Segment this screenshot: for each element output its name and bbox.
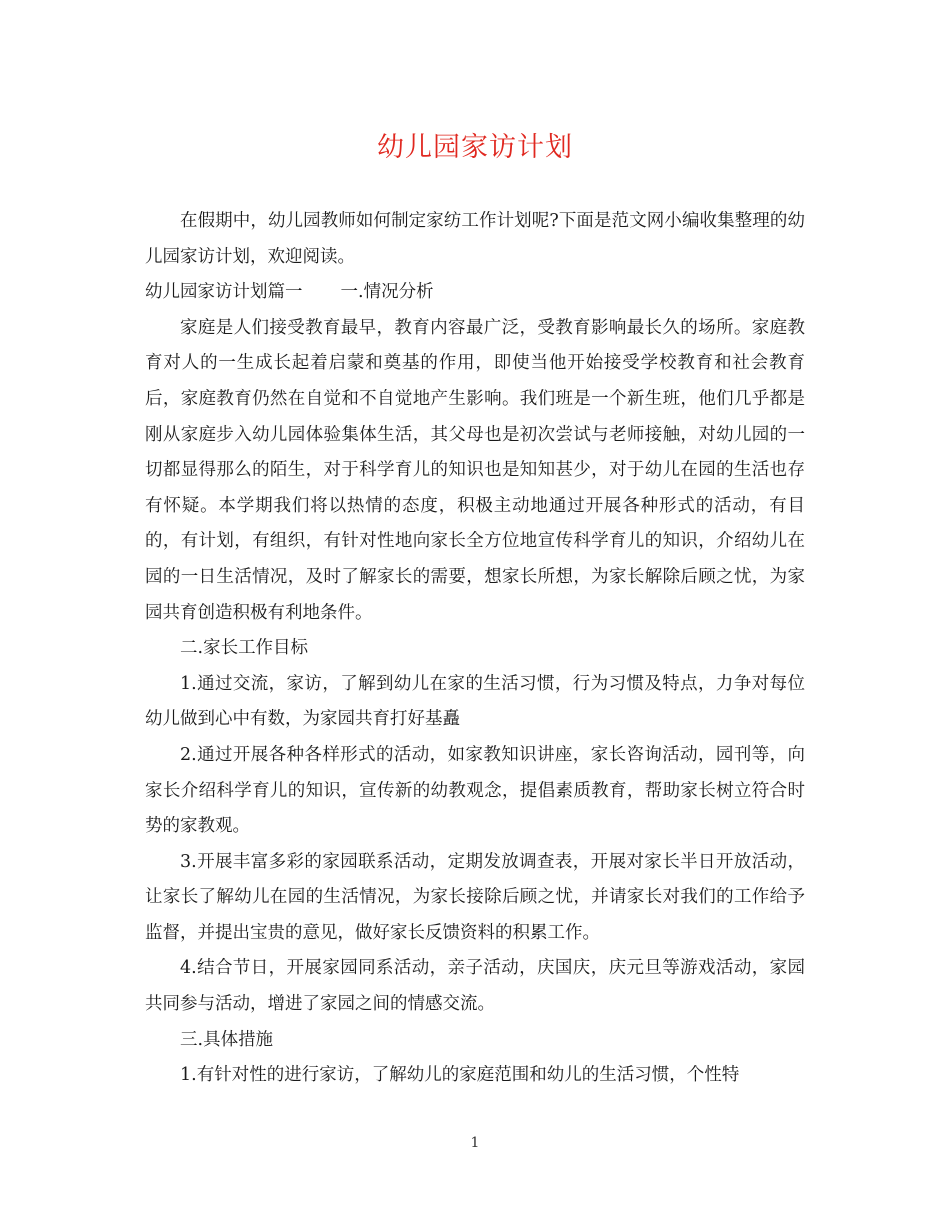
document-body: [145, 204, 805, 1094]
section1-paragraph: 家庭是人们接受教育最早，教育内容最广泛，受教育影响最长久的场所。家庭教育对人的一生成长起着启蒙和奠基的作用，即使当他开始接受学校教育和社会教育后，家庭教育仍然在自觉和不自觉地产生影响。我们班是一个新生班，他们几乎都是刚从家庭步入幼儿园体验集体生活，其父母也是初次尝试与老师接触，对幼儿园的一切都显得那么的陌生，对于科学育儿的知识也是知知甚少，对于幼儿在园的生活也存有怀疑。本学期我们将以热情的态度，积极主动地通过开展各种形式的活动，有目的，有计划，有组织，有针对性地向家长全方位地宣传科学育儿的知识，介绍幼儿在园的一日生活情况，及时了解家长的需要，想家长所想，为家长解除后顾之忧，为家园共育创造积极有利地条件。: [145, 317, 805, 623]
goal-item: 3.开展丰富多彩的家园联系活动，定期发放调查表，开展对家长半日开放活动，让家长了解幼儿在园的生活情况，为家长接除后顾之忧，并请家长对我们的工作给予监督，并提出宝贵的意见，做好家长反馈资料的积累工作。: [145, 851, 805, 943]
document-title: 幼儿园家访计划: [377, 132, 573, 163]
page-number: 1: [470, 1135, 480, 1151]
goal-item: 1.通过交流，家访，了解到幼儿在家的生活习惯，行为习惯及特点，力争对每位幼儿做到心中有数，为家园共育打好基矗: [145, 673, 805, 730]
section1-heading: 一.情况分析: [340, 282, 434, 303]
part-heading: 幼儿园家访计划篇一: [145, 282, 303, 303]
measure-item: 1.有针对性的进行家访，了解幼儿的家庭范围和幼儿的生活习惯，个性特: [180, 1065, 740, 1086]
goal-item: 4.结合节日，开展家园同系活动，亲子活动，庆国庆，庆元旦等游戏活动，家园共同参与活动，增进了家园之间的情感交流。: [145, 958, 805, 1015]
goal-item: 2.通过开展各种各样形式的活动，如家教知识讲座，家长咨询活动，园刊等，向家长介绍科学育儿的知识，宣传新的幼教观念，提倡素质教育，帮助家长树立符合时势的家教观。: [145, 744, 805, 837]
intro-paragraph: 在假期中，幼儿园教师如何制定家纺工作计划呢?下面是范文网小编收集整理的幼儿园家访计划，欢迎阅读。: [145, 211, 805, 267]
section2-heading: 二.家长工作目标: [180, 638, 309, 659]
part-heading-line: [145, 275, 805, 311]
section3-heading: 三.具体措施: [180, 1029, 274, 1050]
